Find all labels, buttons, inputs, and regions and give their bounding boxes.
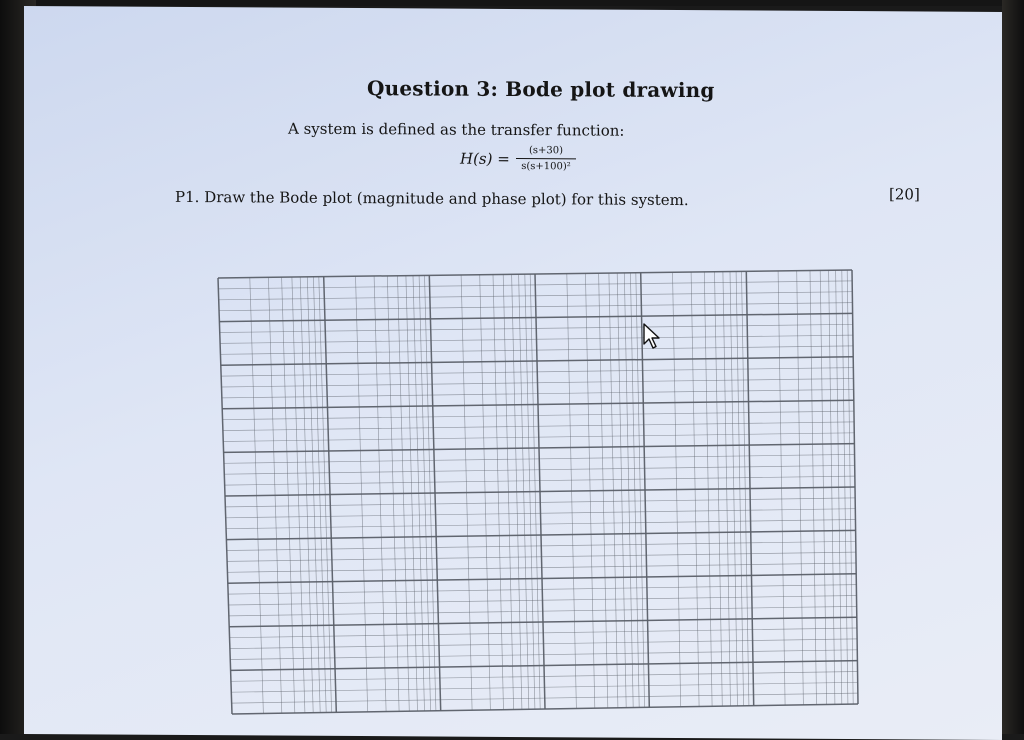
problem-text: Draw the Bode plot (magnitude and phase plot) for this system. <box>204 188 689 210</box>
transfer-function-numerator: (s+30) <box>528 145 564 157</box>
question-title: Question 3: Bode plot drawing <box>367 76 715 103</box>
problem-label: P1. <box>175 187 200 207</box>
problem-marks: [20] <box>889 185 920 204</box>
transfer-function-lhs: H(s) = <box>460 149 510 168</box>
mouse-cursor-icon <box>642 322 664 350</box>
question-intro: A system is defined as the transfer function: <box>288 119 625 140</box>
transfer-function-denominator: s(s+100)² <box>521 161 571 173</box>
